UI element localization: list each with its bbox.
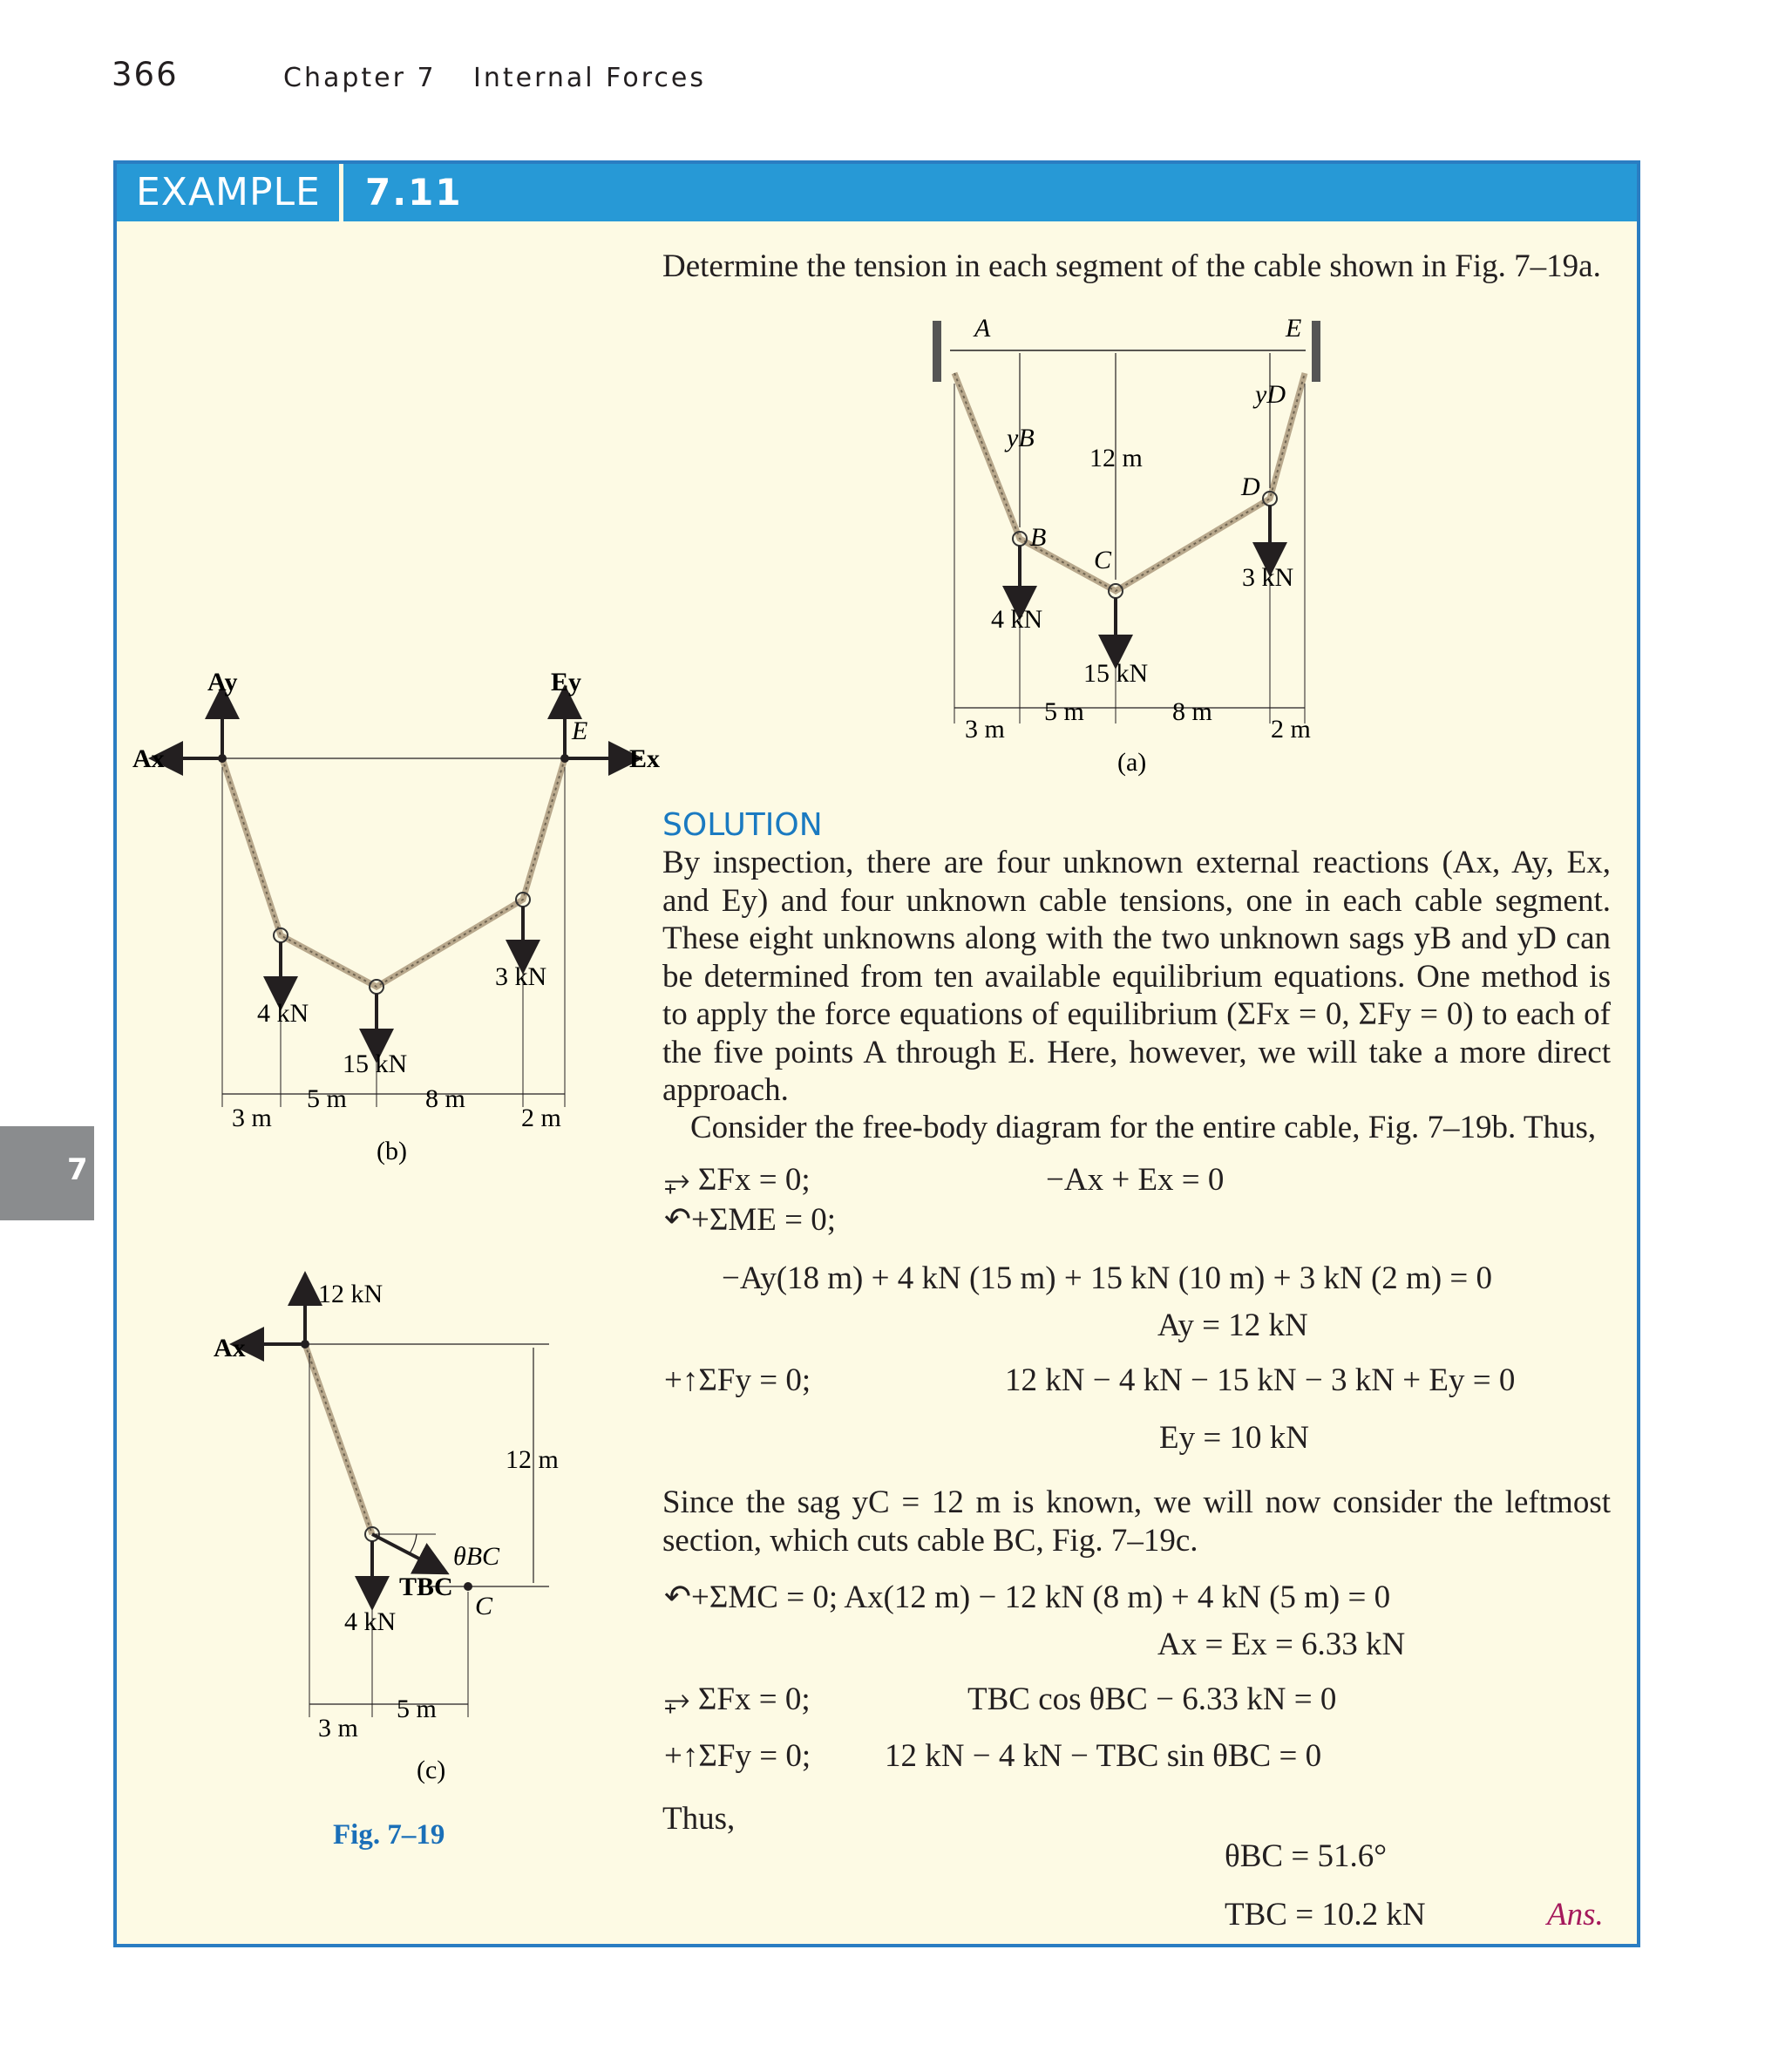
eq9-label: ⥅ ΣFx = 0; — [664, 1681, 811, 1717]
label-E-b: E — [572, 717, 588, 745]
label-Ey-b: Ey — [551, 668, 582, 696]
eq10-body: 12 kN − 4 kN − TBC sin θBC = 0 — [885, 1738, 1322, 1774]
figure-c — [200, 1255, 567, 1796]
example-divider — [339, 164, 343, 221]
label-12m: 12 m — [1089, 444, 1143, 472]
eq4-body: Ay = 12 kN — [1157, 1308, 1308, 1343]
label-D: D — [1241, 472, 1260, 501]
answer-label: Ans. — [1547, 1897, 1604, 1933]
label-4kN-b: 4 kN — [257, 999, 309, 1028]
eq6-body: Ey = 10 kN — [1159, 1420, 1309, 1456]
eq1-label: ⥅ ΣFx = 0; — [664, 1162, 811, 1198]
paragraph-2: Consider the free-body diagram for the entire cable, Fig. 7–19b. Thus, — [690, 1110, 1597, 1145]
figure-caption: Fig. 7–19 — [333, 1819, 445, 1851]
label-C: C — [1094, 546, 1112, 574]
dim-5m-c: 5 m — [397, 1695, 437, 1723]
label-15kN: 15 kN — [1083, 659, 1149, 688]
label-Ax-c: Ax — [214, 1334, 246, 1362]
section-title: Internal Forces — [473, 63, 706, 93]
dim-3m: 3 m — [965, 715, 1005, 744]
eq5-body: 12 kN − 4 kN − 15 kN − 3 kN + Ey = 0 — [1005, 1362, 1516, 1398]
dim-5m-b: 5 m — [307, 1084, 347, 1113]
wall-left — [933, 321, 941, 382]
label-Ax-b: Ax — [132, 744, 165, 773]
cable-b — [222, 758, 565, 987]
side-tab-number: 7 — [67, 1152, 88, 1187]
eq11-body: θBC = 51.6° — [1225, 1838, 1387, 1874]
dim-2m: 2 m — [1271, 715, 1311, 744]
eq7: ↶+ΣMC = 0; Ax(12 m) − 12 kN (8 m) + 4 kN (5 m) = 0 — [664, 1579, 1391, 1615]
eq2-label: ↶+ΣME = 0; — [664, 1202, 837, 1238]
label-4kN-c: 4 kN — [344, 1607, 397, 1636]
dim-3m-c: 3 m — [318, 1714, 358, 1743]
label-a: (a) — [1117, 748, 1147, 777]
figure-a — [915, 305, 1351, 785]
page-number: 366 — [112, 56, 179, 93]
label-Ay-b: Ay — [207, 668, 238, 696]
label-yB: yB — [1007, 424, 1035, 452]
label-B: B — [1030, 523, 1047, 552]
chapter-title: Chapter 7 — [283, 63, 437, 93]
label-12m-c: 12 m — [506, 1445, 559, 1474]
wall-right — [1312, 321, 1320, 382]
eq5-label: +↑ΣFy = 0; — [664, 1362, 811, 1398]
figure-b — [122, 658, 680, 1181]
label-b: (b) — [377, 1137, 407, 1165]
eq10-label: +↑ΣFy = 0; — [664, 1738, 811, 1774]
eq3-body: −Ay(18 m) + 4 kN (15 m) + 15 kN (10 m) + 3 kN (2 m) = 0 — [722, 1260, 1493, 1296]
label-4kN: 4 kN — [991, 605, 1043, 634]
dim-5m: 5 m — [1044, 697, 1084, 726]
problem-statement: Determine the tension in each segment of the cable shown in Fig. 7–19a. — [662, 248, 1601, 284]
label-C-c: C — [475, 1592, 493, 1620]
thus-label: Thus, — [662, 1801, 736, 1837]
dim-2m-b: 2 m — [521, 1104, 561, 1132]
paragraph-1: By inspection, there are four unknown external reactions (Ax, Ay, Ex, and Ey) and four unknown cable tensions, one in each cable segment. These eight unknowns along with the two unknown sags yB and yD can be determined from ten available equilibrium equations. One method is to apply the force equations of equilibrium (ΣFx = 0, ΣFy = 0) to each of the five points A through E. Here, however, we will take a more direct approach. — [662, 845, 1611, 1108]
example-label: EXAMPLE — [136, 170, 321, 214]
label-c: (c) — [417, 1756, 446, 1784]
label-A: A — [974, 314, 991, 343]
label-yD: yD — [1255, 380, 1286, 409]
paragraph-3: Since the sag yC = 12 m is known, we will now consider the leftmost section, which cuts cable BC, Fig. 7–19c. — [662, 1484, 1611, 1559]
eq8-body: Ax = Ex = 6.33 kN — [1157, 1627, 1406, 1662]
dim-3m-b: 3 m — [232, 1104, 272, 1132]
example-number: 7.11 — [365, 171, 463, 214]
arrow-TBC — [372, 1534, 434, 1566]
label-3kN: 3 kN — [1242, 563, 1294, 592]
label-Ex-b: Ex — [629, 744, 661, 773]
chapter-side-tab — [0, 1126, 94, 1220]
label-TBC-c: TBC — [399, 1573, 453, 1601]
eq12-body: TBC = 10.2 kN — [1225, 1897, 1426, 1933]
label-12kN-c: 12 kN — [318, 1280, 383, 1308]
label-15kN-b: 15 kN — [343, 1050, 408, 1078]
eq1-body: −Ax + Ex = 0 — [1046, 1162, 1225, 1198]
label-E: E — [1286, 314, 1302, 343]
dim-8m: 8 m — [1172, 697, 1212, 726]
example-header — [117, 164, 1637, 221]
dim-8m-b: 8 m — [425, 1084, 465, 1113]
label-3kN-b: 3 kN — [495, 962, 547, 991]
label-theta-c: θBC — [453, 1542, 500, 1571]
eq9-body: TBC cos θBC − 6.33 kN = 0 — [967, 1681, 1337, 1717]
solution-heading: SOLUTION — [662, 807, 823, 843]
